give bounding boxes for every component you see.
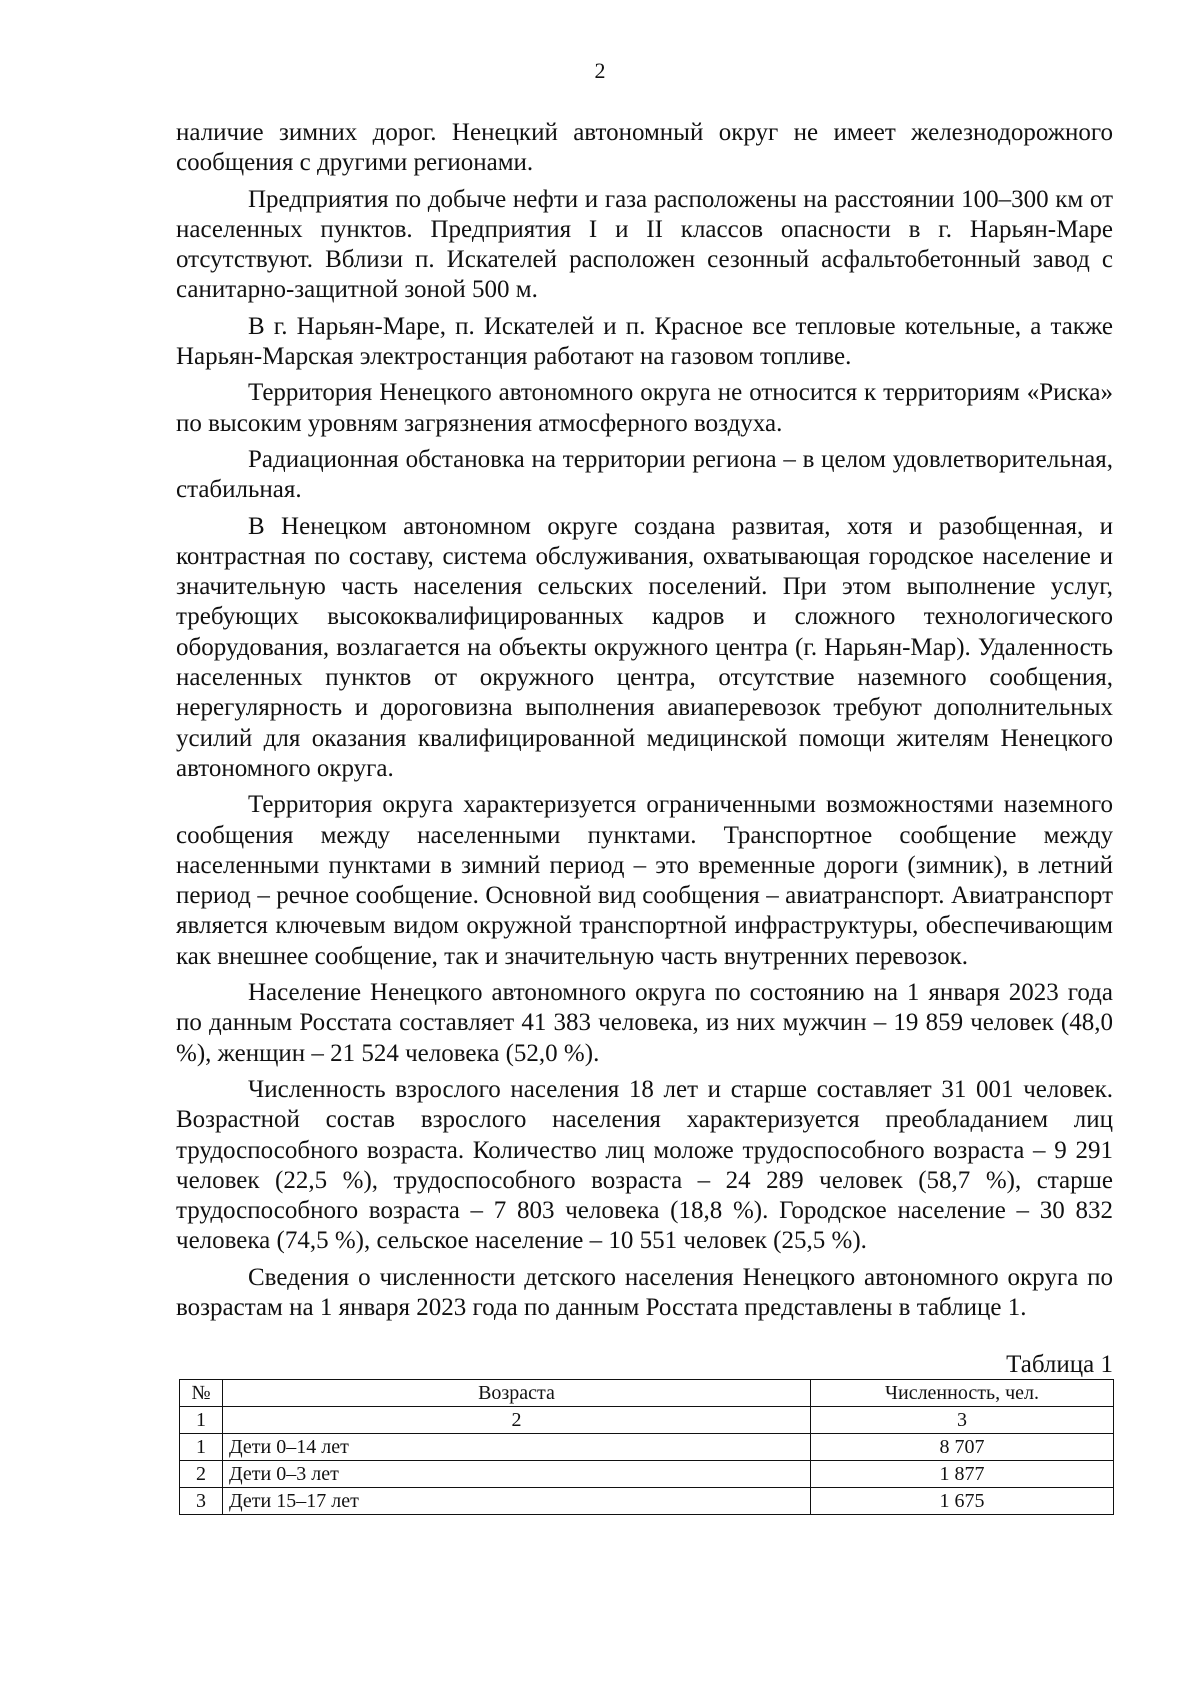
paragraph-9: Численность взрослого населения 18 лет и старше составляет 31 001 человек. Возрастной состав взрослого населения характеризуется преобладанием лиц трудоспособного возраста. Количество лиц моложе трудоспособного возраста – 9 291 человек (22,5 %), трудоспособного возраста – 24 289 человек (58,7 %), старше трудоспособного возраста – 7 803 человека (18,8 %). Городское население – 30 832 человека (74,5 %), сельское население – 10 551 человек (25,5 %). <box>176 1075 1113 1255</box>
row-count: 8 707 <box>811 1434 1114 1461</box>
row-num: 1 <box>180 1434 223 1461</box>
header-age: Возраста <box>223 1380 811 1407</box>
row-age: Дети 15–17 лет <box>223 1488 811 1515</box>
row-count: 1 675 <box>811 1488 1114 1515</box>
paragraph-8: Население Ненецкого автономного округа по состоянию на 1 января 2023 года по данным Росстата составляет 41 383 человека, из них мужчин – 19 859 человек (48,0 %), женщин – 21 524 человека (52,0 %). <box>176 979 1113 1067</box>
table-row <box>180 1488 1114 1515</box>
column-number: 1 <box>180 1407 223 1434</box>
body-text <box>176 118 1113 1323</box>
table-header-row <box>180 1380 1114 1407</box>
table-column-numbers-row <box>180 1407 1114 1434</box>
age-table <box>179 1379 1114 1515</box>
row-age: Дети 0–3 лет <box>223 1461 811 1488</box>
header-count: Численность, чел. <box>811 1380 1114 1407</box>
row-num: 2 <box>180 1461 223 1488</box>
column-number: 3 <box>811 1407 1114 1434</box>
table-row <box>180 1434 1114 1461</box>
row-count: 1 877 <box>811 1461 1114 1488</box>
row-age: Дети 0–14 лет <box>223 1434 811 1461</box>
column-number: 2 <box>223 1407 811 1434</box>
paragraph-5: Радиационная обстановка на территории региона – в целом удовлетворительная, стабильная. <box>176 445 1113 504</box>
header-num: № <box>180 1380 223 1407</box>
paragraph-6: В Ненецком автономном округе создана развитая, хотя и разобщенная, и контрастная по составу, система обслуживания, охватывающая городское население и значительную часть населения сельских поселений. При этом выполнение услуг, требующих высококвалифицированных кадров и сложного технологического оборудования, возлагается на объекты окружного центра (г. Нарьян-Мар). Удаленность населенных пунктов от окружного центра, отсутствие наземного сообщения, нерегулярность и дороговизна выполнения авиаперевозок требуют дополнительных усилий для оказания квалифицированной медицинской помощи жителям Ненецкого автономного округа. <box>176 512 1113 782</box>
table-caption: Таблица 1 <box>1006 1351 1113 1378</box>
row-num: 3 <box>180 1488 223 1515</box>
paragraph-3: В г. Нарьян-Маре, п. Искателей и п. Красное все тепловые котельные, а также Нарьян-Марская электростанция работают на газовом топливе. <box>176 312 1113 371</box>
table-row <box>180 1461 1114 1488</box>
paragraph-1: наличие зимних дорог. Ненецкий автономный округ не имеет железнодорожного сообщения с другими регионами. <box>176 119 1113 177</box>
paragraph-7: Территория округа характеризуется ограниченными возможностями наземного сообщения между населенными пунктами. Транспортное сообщение между населенными пунктами в зимний период – это временные дороги (зимник), в летний период – речное сообщение. Основной вид сообщения – авиатранспорт. Авиатранспорт является ключевым видом окружной транспортной инфраструктуры, обеспечивающим как внешнее сообщение, так и значительную часть внутренних перевозок. <box>176 791 1113 970</box>
paragraph-4: Территория Ненецкого автономного округа не относится к территориям «Риска» по высоким уровням загрязнения атмосферного воздуха. <box>176 379 1113 437</box>
paragraph-2: Предприятия по добыче нефти и газа расположены на расстоянии 100–300 км от населенных пунктов. Предприятия I и II классов опасности в г. Нарьян-Маре отсутствуют. Вблизи п. Искателей расположен сезонный асфальтобетонный завод с санитарно-защитной зоной 500 м. <box>176 185 1113 304</box>
page-number: 2 <box>594 58 606 83</box>
paragraph-10: Сведения о численности детского населения Ненецкого автономного округа по возрастам на 1 января 2023 года по данным Росстата представлены в таблице 1. <box>176 1263 1113 1321</box>
